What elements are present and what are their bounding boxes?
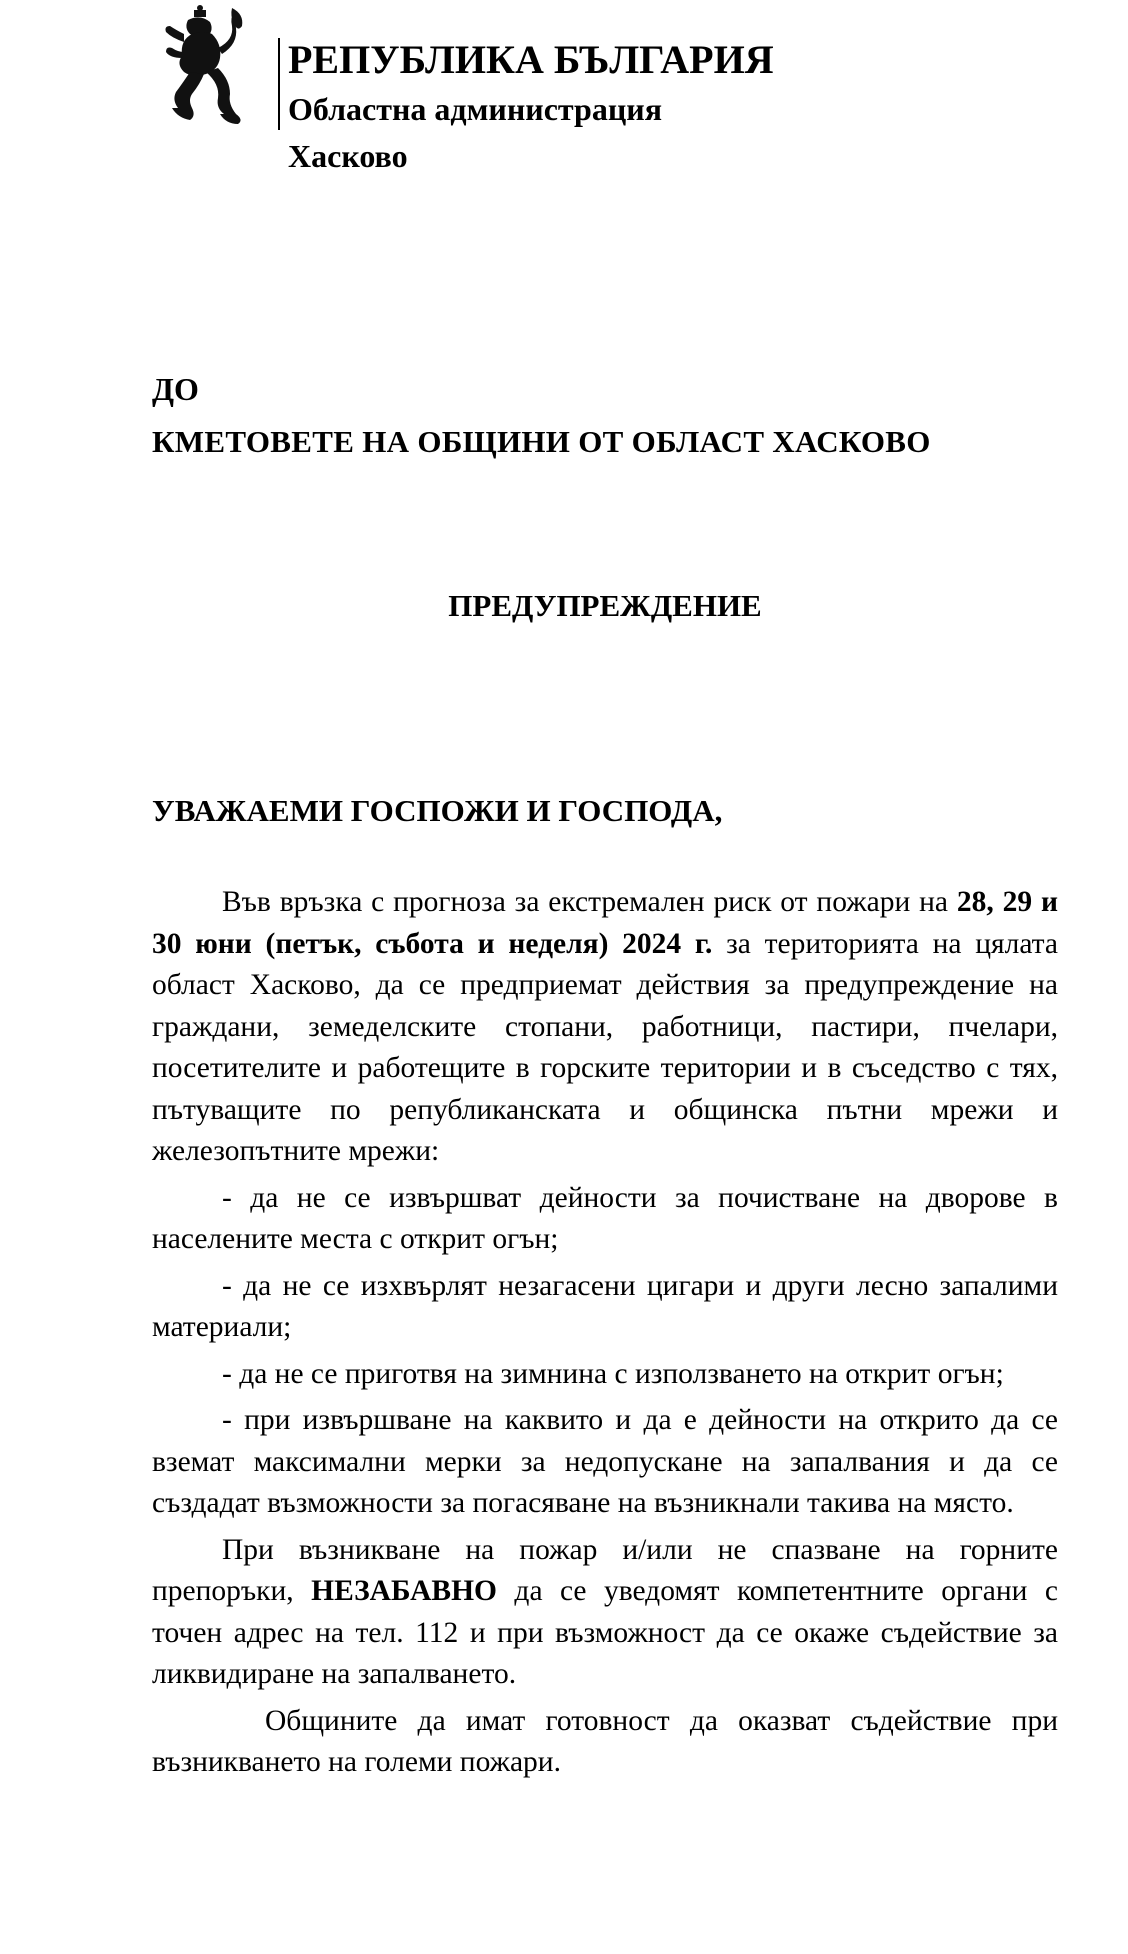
intro-dates-bold: 28, 29 и 30 юни (петък, събота и неделя) 2024 г.	[152, 886, 1058, 960]
header-title: РЕПУБЛИКА БЪЛГАРИЯ	[288, 37, 774, 82]
measure-item: - да не се изхвърлят незагасени цигари и други лесно запалими материали;	[152, 1269, 1058, 1343]
header-city: Хасково	[288, 138, 408, 174]
salutation: УВАЖАЕМИ ГОСПОЖИ И ГОСПОДА,	[152, 793, 723, 828]
emergency-text-end: да се уведомят компетентните органи с точен адрес на тел. 112 и при възможност да се окаже съдействие за ликвидиране на запалването.	[152, 1575, 1059, 1690]
coat-of-arms-lion-icon	[162, 4, 254, 126]
letter-body	[152, 882, 1058, 1789]
measure-item: - да не се приготвя на зимнина с използването на открит огън;	[222, 1357, 1004, 1390]
closing-paragraph: Общините да имат готовност да оказват съдействие при възникването на големи пожари.	[152, 1704, 1058, 1778]
header-divider	[278, 38, 280, 130]
measure-item: - при извършване на каквито и да е дейности на открито да се вземат максимални мерки за недопускане на запалвания и да се създадат възможности за погасяване на възникнали такива на място.	[152, 1404, 1058, 1519]
measure-item: - да не се извършват дейности за почистване на дворове в населените места с открит огън;	[152, 1181, 1058, 1255]
header-subtitle: Областна администрация	[288, 91, 662, 127]
intro-text-start: Във връзка с прогноза за екстремален риск от пожари на	[222, 886, 957, 918]
emergency-text-start: При възникване на пожар и/или не спазване на горните препоръки,	[152, 1533, 1058, 1607]
intro-text-end: за територията на цялата област Хасково, да се предприемат действия за предупреждение на граждани, земеделските стопани, работници, пастири, пчелари, посетителите и работещите в горските територии и в съседство с тях, пътуващите по републиканската и общинска пътни мрежи и железопътните мрежи:	[152, 927, 1059, 1167]
address-recipients: КМЕТОВЕТЕ НА ОБЩИНИ ОТ ОБЛАСТ ХАСКОВО	[152, 424, 931, 459]
emergency-paragraph	[152, 1530, 1058, 1696]
emergency-bold: НЕЗАБАВНО	[311, 1575, 497, 1607]
document-title: ПРЕДУПРЕЖДЕНИЕ	[448, 588, 762, 623]
address-to: ДО	[152, 371, 199, 407]
intro-paragraph	[152, 882, 1058, 1173]
